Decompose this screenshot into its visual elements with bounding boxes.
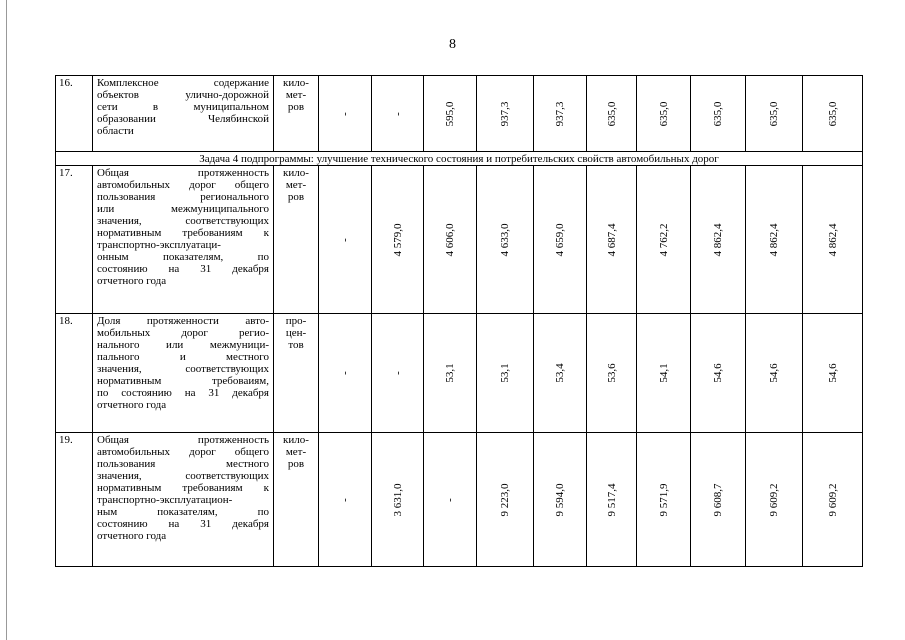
indicator-name-line: состоянию на 31 декабря — [97, 263, 269, 276]
value-text: 635,0 — [712, 101, 724, 127]
value-text: 937,3 — [554, 101, 566, 127]
value-text: - — [391, 111, 404, 116]
unit-cell — [274, 313, 319, 432]
indicators-table — [55, 75, 863, 567]
unit-cell — [274, 76, 319, 152]
indicator-name-line: онным показателям, по — [97, 251, 269, 264]
indicator-name-line: Комплексное содержание — [97, 77, 269, 89]
value-cell — [691, 313, 746, 432]
value-cell — [587, 313, 637, 432]
value-cell — [637, 166, 691, 314]
indicator-name — [93, 313, 274, 432]
value-text: 4 862,4 — [826, 223, 839, 257]
value-cell — [746, 313, 803, 432]
value-cell — [534, 433, 587, 567]
indicator-name-line: Общая протяженность — [97, 434, 269, 447]
value-text: - — [339, 237, 351, 242]
indicator-name-line: образовании Челябинской — [97, 113, 269, 125]
value-cell — [637, 313, 691, 432]
task-heading: Задача 4 подпрограммы: улучшение технического состояния и потребительских свойств автомобильных дорог — [56, 152, 863, 166]
indicator-name-line: ным показателям, по — [97, 506, 269, 519]
value-cell — [691, 433, 746, 567]
value-text: 635,0 — [826, 101, 839, 127]
value-text: 4 606,0 — [444, 223, 456, 257]
indicator-name — [93, 166, 274, 314]
value-cell — [803, 313, 863, 432]
value-text: 595,0 — [444, 101, 456, 127]
indicator-name-line: мобильных дорог регио- — [97, 326, 269, 339]
value-cell — [372, 313, 424, 432]
value-text: 635,0 — [657, 101, 670, 127]
unit-line: про- — [285, 314, 307, 327]
indicator-name-line: пального и местного — [97, 350, 269, 363]
value-cell — [746, 433, 803, 567]
value-cell — [587, 166, 637, 314]
value-text: - — [339, 371, 351, 376]
indicator-name-line: нормативным требованиям к — [97, 227, 269, 240]
value-cell — [319, 433, 372, 567]
value-cell — [319, 166, 372, 314]
indicator-name-line: автомобильных дорог общего — [97, 179, 269, 192]
indicator-name-line: транспортно-эксплуатаци- — [97, 239, 221, 252]
value-text: 53,6 — [605, 363, 618, 383]
table-body — [56, 76, 863, 567]
unit-line: ров — [287, 101, 305, 113]
unit-line: мет- — [285, 446, 307, 459]
value-cell — [477, 76, 534, 152]
value-cell — [534, 76, 587, 152]
value-text: 54,6 — [712, 363, 724, 383]
value-text: 4 687,4 — [605, 223, 618, 257]
indicator-name-line: пользования регионального — [97, 191, 269, 204]
indicator-name-line: пользования местного — [97, 458, 269, 471]
indicator-name-line: отчетного года — [97, 398, 167, 411]
value-text: - — [444, 497, 456, 502]
value-cell — [424, 313, 477, 432]
indicator-name-line: Общая протяженность — [97, 167, 269, 180]
value-cell — [372, 433, 424, 567]
indicator-name-line: автомобильных дорог общего — [97, 446, 269, 459]
indicator-name-line: нального или межмуници- — [97, 338, 269, 351]
value-text: 9 223,0 — [499, 483, 511, 517]
value-text: 53,1 — [444, 363, 456, 383]
row-number: 19. — [56, 433, 93, 567]
value-text: 4 862,4 — [768, 223, 780, 257]
indicator-name-line: или межмуниципального — [97, 203, 269, 216]
unit-line: кило- — [283, 434, 309, 447]
unit-cell — [274, 433, 319, 567]
value-cell — [803, 76, 863, 152]
page-number: 8 — [449, 37, 456, 52]
row-number: 17. — [56, 166, 93, 314]
value-text: 3 631,0 — [391, 483, 404, 517]
row-number: 18. — [56, 313, 93, 432]
value-text: 9 594,0 — [554, 483, 566, 517]
row-number: 16. — [56, 76, 93, 152]
unit-line: тов — [288, 338, 304, 351]
indicator-name — [93, 433, 274, 567]
value-text: 9 609,2 — [768, 483, 780, 517]
indicator-name-line: значения, соответствующих — [97, 362, 269, 375]
value-cell — [637, 433, 691, 567]
indicator-name-line: транспортно-эксплуатацион- — [97, 494, 233, 507]
value-text: - — [339, 497, 351, 502]
value-text: 4 659,0 — [554, 223, 566, 257]
indicator-name-line: по состоянию на 31 декабря — [97, 386, 269, 399]
value-cell — [372, 166, 424, 314]
indicator-name-line: нормативным требованиям к — [97, 482, 269, 495]
unit-line: мет- — [285, 89, 307, 101]
value-cell — [424, 76, 477, 152]
page-left-edge — [6, 0, 7, 640]
value-text: - — [391, 371, 404, 376]
value-text: 4 862,4 — [712, 223, 724, 257]
table-row — [56, 313, 863, 432]
unit-line: кило- — [283, 77, 309, 89]
table-row — [56, 433, 863, 567]
indicator-name — [93, 76, 274, 152]
value-cell — [424, 166, 477, 314]
value-text: - — [339, 111, 351, 116]
value-cell — [691, 76, 746, 152]
value-cell — [637, 76, 691, 152]
value-cell — [319, 76, 372, 152]
indicator-name-line: отчетного года — [97, 530, 167, 543]
value-text: 9 608,7 — [712, 483, 724, 517]
value-text: 9 517,4 — [605, 483, 618, 517]
value-text: 53,4 — [554, 363, 566, 383]
table-row — [56, 166, 863, 314]
value-cell — [746, 76, 803, 152]
value-cell — [424, 433, 477, 567]
unit-line: кило- — [283, 167, 309, 180]
task-heading-row — [56, 152, 863, 166]
value-cell — [691, 166, 746, 314]
value-cell — [803, 433, 863, 567]
value-cell — [534, 166, 587, 314]
value-text: 54,1 — [657, 363, 670, 383]
value-text: 9 609,2 — [826, 483, 839, 517]
value-text: 635,0 — [605, 101, 618, 127]
value-text: 54,6 — [826, 363, 839, 383]
value-text: 4 762,2 — [657, 223, 670, 257]
value-cell — [477, 313, 534, 432]
indicator-name-line: нормативным требоваиям, — [97, 374, 269, 387]
value-cell — [477, 166, 534, 314]
value-cell — [587, 433, 637, 567]
value-text: 4 633,0 — [499, 223, 511, 257]
indicator-name-line: значения, соответствующих — [97, 470, 269, 483]
indicator-name-line: значения, соответствующих — [97, 215, 269, 228]
value-text: 4 579,0 — [391, 223, 404, 257]
unit-line: ров — [287, 458, 305, 471]
indicator-name-line: состоянию на 31 декабря — [97, 518, 269, 531]
table-row — [56, 76, 863, 152]
indicator-name-line: сети в муниципальном — [97, 101, 269, 113]
indicator-name-line: объектов улично-дорожной — [97, 89, 269, 101]
value-cell — [372, 76, 424, 152]
value-text: 54,6 — [768, 363, 780, 383]
value-text: 937,3 — [499, 101, 511, 127]
value-cell — [477, 433, 534, 567]
value-cell — [587, 76, 637, 152]
indicator-name-line: отчетного года — [97, 275, 167, 288]
indicator-name-line: Доля протяженности авто- — [97, 314, 269, 327]
value-cell — [746, 166, 803, 314]
indicator-name-line: области — [97, 125, 134, 137]
value-cell — [534, 313, 587, 432]
unit-line: ров — [287, 191, 305, 204]
unit-cell — [274, 166, 319, 314]
value-cell — [803, 166, 863, 314]
value-text: 53,1 — [499, 363, 511, 383]
unit-line: мет- — [285, 179, 307, 192]
value-cell — [319, 313, 372, 432]
unit-line: цен- — [285, 326, 307, 339]
value-text: 9 571,9 — [657, 483, 670, 517]
value-text: 635,0 — [768, 101, 780, 127]
